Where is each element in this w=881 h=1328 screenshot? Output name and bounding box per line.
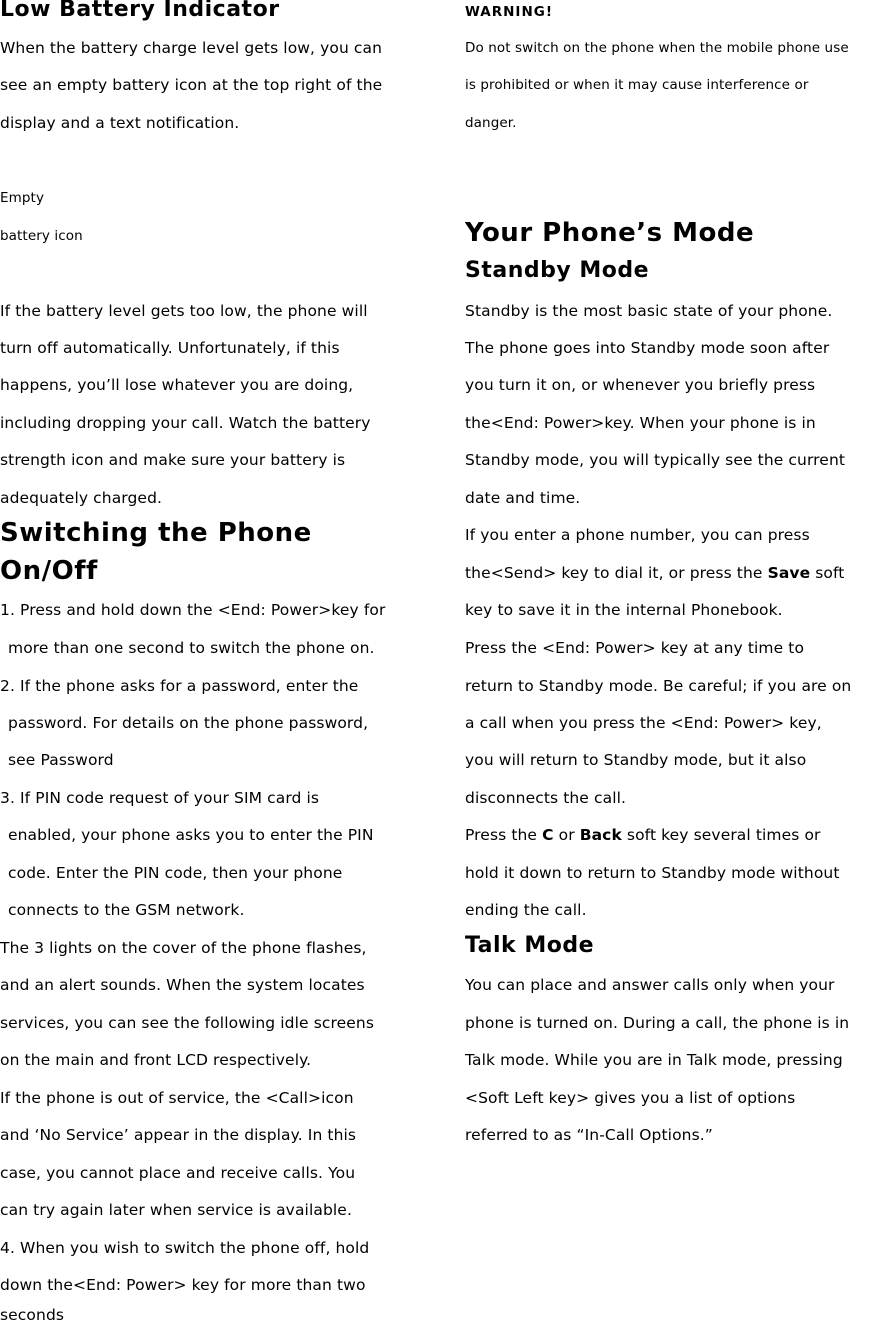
step-line: If the phone is out of service, the <Call>icon [0, 1089, 354, 1107]
talk-line: phone is turned on. During a call, the phone is in [465, 1014, 850, 1032]
intro-line: display and a text notification. [0, 114, 240, 132]
intro-line: see an empty battery icon at the top right of the [0, 76, 383, 94]
step-line: case, you cannot place and receive calls. You [0, 1164, 356, 1182]
icon-label: battery icon [0, 228, 83, 244]
standby-line: a call when you press the <End: Power> key, [465, 714, 822, 732]
step-line: password. For details on the phone password, [8, 714, 369, 732]
standby-line: key to save it in the internal Phonebook. [465, 601, 783, 619]
step-line: enabled, your phone asks you to enter the PIN [8, 826, 374, 844]
step-line: 4. When you wish to switch the phone off, hold [0, 1239, 370, 1257]
standby-line: the<End: Power>key. When your phone is in [465, 414, 816, 432]
step-line: connects to the GSM network. [8, 901, 245, 919]
talk-line: Talk mode. While you are in Talk mode, pressing [465, 1051, 843, 1069]
standby-line: you turn it on, or whenever you briefly press [465, 376, 816, 394]
standby-line [465, 823, 821, 861]
step-line: seconds [0, 1306, 65, 1324]
standby-line: Standby is the most basic state of your phone. [465, 302, 833, 320]
step-line: 3. If PIN code request of your SIM card is [0, 789, 320, 807]
talk-line: referred to as “In-Call Options.” [465, 1126, 713, 1144]
standby-line: hold it down to return to Standby mode without [465, 864, 840, 882]
step-line: and an alert sounds. When the system locates [0, 976, 365, 994]
step-line: on the main and front LCD respectively. [0, 1051, 312, 1069]
intro-line: When the battery charge level gets low, you can [0, 39, 383, 57]
switching-title: Switching the Phone [0, 518, 312, 548]
standby-line: The phone goes into Standby mode soon after [465, 339, 830, 357]
or-text: or [553, 826, 580, 844]
standby-line: return to Standby mode. Be careful; if you are on [465, 677, 852, 695]
warning-line: danger. [465, 115, 517, 131]
step-line: and ‘No Service’ appear in the display. In this [0, 1126, 357, 1144]
standby-line [465, 561, 844, 599]
step-line: down the<End: Power> key for more than two [0, 1276, 366, 1294]
low-battery-title: Low Battery Indicator [0, 0, 280, 22]
low-line: If the battery level gets too low, the phone will [0, 302, 368, 320]
icon-label: Empty [0, 190, 45, 206]
back-keyword: Back [579, 826, 622, 844]
standby-line: Press the <End: Power> key at any time to [465, 639, 805, 657]
switching-title: On/Off [0, 556, 98, 586]
step-line: The 3 lights on the cover of the phone flashes, [0, 939, 367, 957]
warning-line: is prohibited or when it may cause interference or [465, 77, 809, 93]
talk-line: <Soft Left key> gives you a list of options [465, 1089, 796, 1107]
low-line: turn off automatically. Unfortunately, if this [0, 339, 340, 357]
c-keyword: C [542, 826, 554, 844]
standby-line: ending the call. [465, 901, 587, 919]
step-line: 1. Press and hold down the <End: Power>key for [0, 601, 386, 619]
standby-line: disconnects the call. [465, 789, 627, 807]
save-keyword: Save [767, 564, 811, 582]
standby-line: If you enter a phone number, you can press [465, 526, 810, 544]
send-text: the<Send> key to dial it, or press the [465, 564, 768, 582]
low-line: happens, you’ll lose whatever you are doing, [0, 376, 354, 394]
step-line: see Password [8, 751, 114, 769]
step-line: 2. If the phone asks for a password, enter the [0, 677, 359, 695]
warning-line: Do not switch on the phone when the mobile phone use [465, 40, 849, 56]
talk-mode-title: Talk Mode [465, 933, 595, 958]
low-line: adequately charged. [0, 489, 163, 507]
step-line: can try again later when service is available. [0, 1201, 352, 1219]
standby-line: date and time. [465, 489, 581, 507]
standby-title: Standby Mode [465, 258, 650, 283]
standby-line: you will return to Standby mode, but it also [465, 751, 807, 769]
low-line: including dropping your call. Watch the battery [0, 414, 371, 432]
press-text: Press the [465, 826, 543, 844]
step-line: services, you can see the following idle screens [0, 1014, 374, 1032]
low-line: strength icon and make sure your battery is [0, 451, 346, 469]
step-line: more than one second to switch the phone on. [8, 639, 375, 657]
talk-line: You can place and answer calls only when your [465, 976, 835, 994]
standby-line: Standby mode, you will typically see the current [465, 451, 846, 469]
send-text-end: soft [810, 564, 845, 582]
phone-mode-title: Your Phone’s Mode [465, 218, 755, 248]
press-text-end: soft key several times or [621, 826, 821, 844]
warning-title: WARNING! [465, 4, 553, 20]
step-line: code. Enter the PIN code, then your phone [8, 864, 343, 882]
